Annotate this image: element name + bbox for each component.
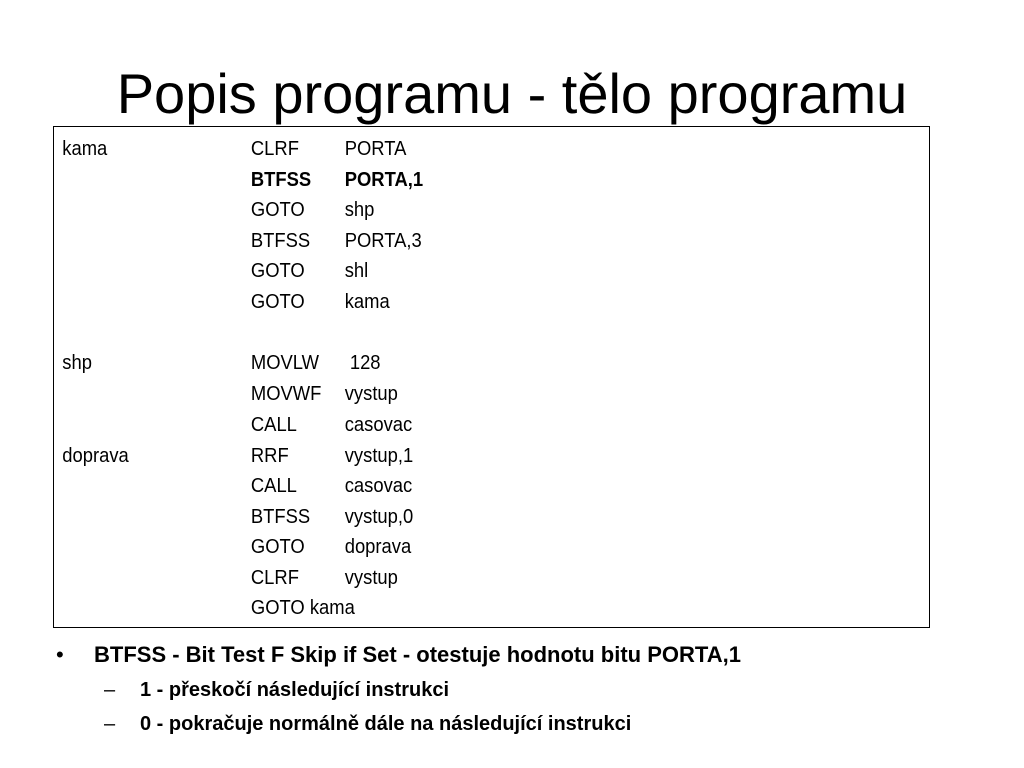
code-operand: vystup xyxy=(344,383,398,405)
code-operand: casovac xyxy=(344,414,413,436)
code-operand: PORTA,3 xyxy=(344,230,422,252)
code-label: shp xyxy=(62,352,92,374)
code-label: doprava xyxy=(62,445,129,467)
code-opcode: BTFSS xyxy=(250,169,312,191)
dash-marker: – xyxy=(104,713,116,735)
code-opcode: CLRF xyxy=(250,138,299,160)
code-opcode: GOTO xyxy=(250,199,305,221)
code-opcode: GOTO xyxy=(250,260,305,282)
code-operand: shp xyxy=(344,199,375,221)
code-opcode: BTFSS xyxy=(250,230,311,252)
code-listing-box xyxy=(53,126,930,628)
code-label: kama xyxy=(62,138,108,160)
code-opcode: CLRF xyxy=(250,567,299,589)
code-opcode: GOTO xyxy=(250,291,305,313)
bullet-main-text: BTFSS - Bit Test F Skip if Set - otestuje hodnotu bitu PORTA,1 xyxy=(94,642,741,667)
code-operand: 128 xyxy=(344,352,381,374)
bullet-marker: • xyxy=(56,642,64,667)
code-operand: vystup,0 xyxy=(344,506,414,528)
code-operand: doprava xyxy=(344,536,412,558)
bullet-sub-2-text: 0 - pokračuje normálně dále na následující instrukci xyxy=(140,713,632,735)
code-operand: casovac xyxy=(344,475,413,497)
bullet-sub-1-text: 1 - přeskočí následující instrukci xyxy=(140,679,450,701)
code-operand: shl xyxy=(344,260,369,282)
code-opcode: BTFSS xyxy=(250,506,311,528)
code-operand: vystup xyxy=(344,567,398,589)
code-opcode: RRF xyxy=(250,445,289,467)
code-operand: vystup,1 xyxy=(344,445,414,467)
dash-marker: – xyxy=(104,679,116,701)
code-opcode: CALL xyxy=(250,414,297,436)
code-operand: kama xyxy=(344,291,390,313)
code-opcode: MOVLW xyxy=(250,352,320,374)
code-operand: PORTA,1 xyxy=(344,169,424,191)
code-opcode: GOTO xyxy=(250,536,305,558)
code-opcode: GOTO kama xyxy=(250,597,355,619)
code-operand: PORTA xyxy=(344,138,407,160)
code-opcode: MOVWF xyxy=(250,383,322,405)
slide-title: Popis programu - tělo programu xyxy=(116,62,908,125)
code-opcode: CALL xyxy=(250,475,297,497)
